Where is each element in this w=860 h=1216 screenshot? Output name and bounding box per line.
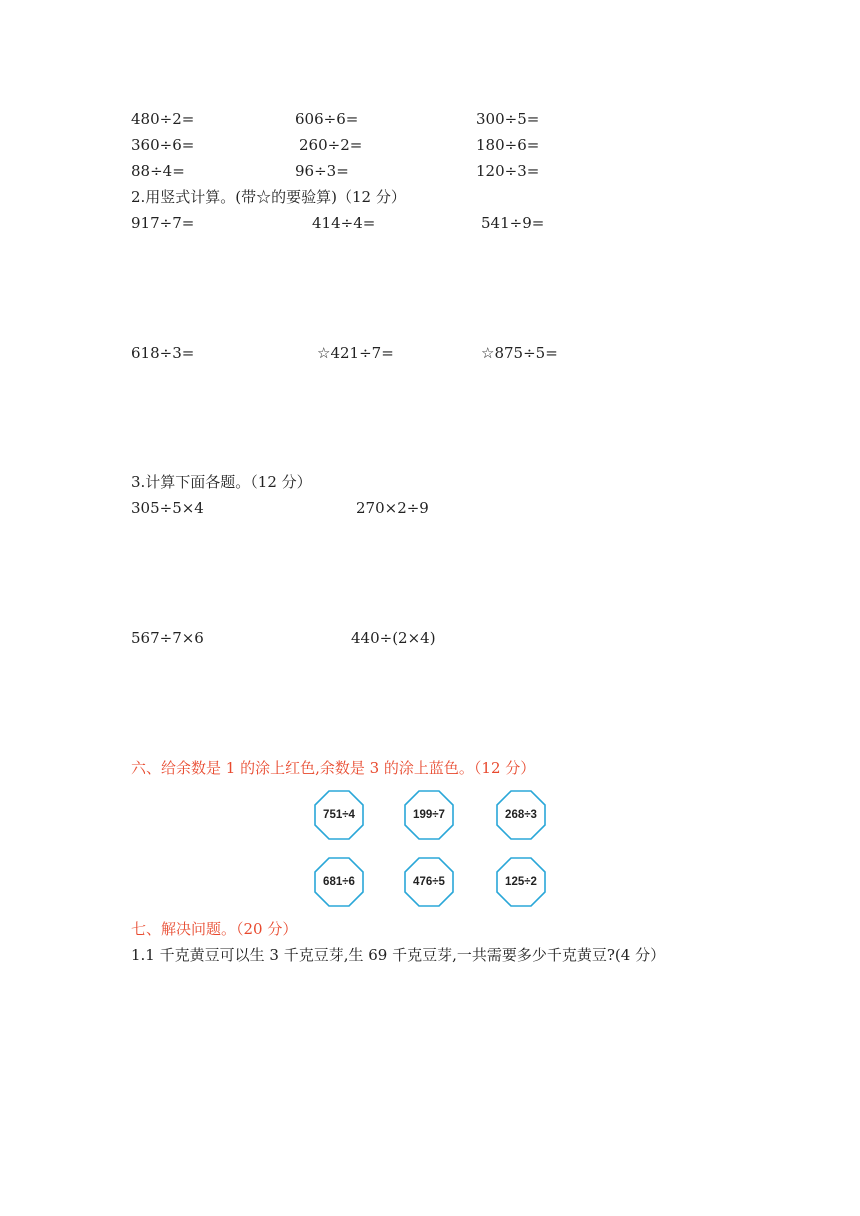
division-octagon[interactable]: [314, 857, 364, 907]
oral-problem: 260÷2=: [299, 136, 363, 154]
word-problem: 1.1 千克黄豆可以生 3 千克豆芽,生 69 千克豆芽,一共需要多少千克黄豆?(4 分）: [131, 946, 666, 964]
mixed-problem: 305÷5×4: [131, 499, 204, 517]
vertical-problem: 414÷4=: [312, 214, 376, 232]
oral-problem: 180÷6=: [476, 136, 540, 154]
octagon-label: 268÷3: [505, 809, 537, 821]
mixed-problem: 440÷(2×4): [351, 629, 436, 647]
division-octagon[interactable]: [496, 857, 546, 907]
octagon-label: 751÷4: [323, 809, 355, 821]
mixed-problem: 567÷7×6: [131, 629, 204, 647]
oral-problem: 606÷6=: [295, 110, 359, 128]
octagon-label: 476÷5: [413, 876, 445, 888]
oral-problem: 480÷2=: [131, 110, 195, 128]
oral-problem: 300÷5=: [476, 110, 540, 128]
octagon-label: 681÷6: [323, 876, 355, 888]
division-octagon[interactable]: [314, 790, 364, 840]
vertical-problem: 618÷3=: [131, 344, 195, 362]
oral-problem: 88÷4=: [131, 162, 185, 180]
oral-problem: 360÷6=: [131, 136, 195, 154]
division-octagon[interactable]: [496, 790, 546, 840]
mixed-problem: 270×2÷9: [356, 499, 429, 517]
oral-problem: 120÷3=: [476, 162, 540, 180]
vertical-problem: 917÷7=: [131, 214, 195, 232]
vertical-problem: ☆875÷5=: [481, 344, 558, 362]
section-six-heading: 六、给余数是 1 的涂上红色,余数是 3 的涂上蓝色。（12 分）: [131, 759, 536, 777]
octagon-label: 199÷7: [413, 809, 445, 821]
vertical-calc-heading: 2.用竖式计算。(带☆的要验算)（12 分）: [131, 188, 406, 206]
vertical-problem: ☆421÷7=: [317, 344, 394, 362]
division-octagon[interactable]: [404, 857, 454, 907]
oral-problem: 96÷3=: [295, 162, 349, 180]
octagon-label: 125÷2: [505, 876, 537, 888]
division-octagon[interactable]: [404, 790, 454, 840]
vertical-problem: 541÷9=: [481, 214, 545, 232]
mixed-calc-heading: 3.计算下面各题。（12 分）: [131, 473, 312, 491]
section-seven-heading: 七、解决问题。（20 分）: [131, 920, 298, 938]
